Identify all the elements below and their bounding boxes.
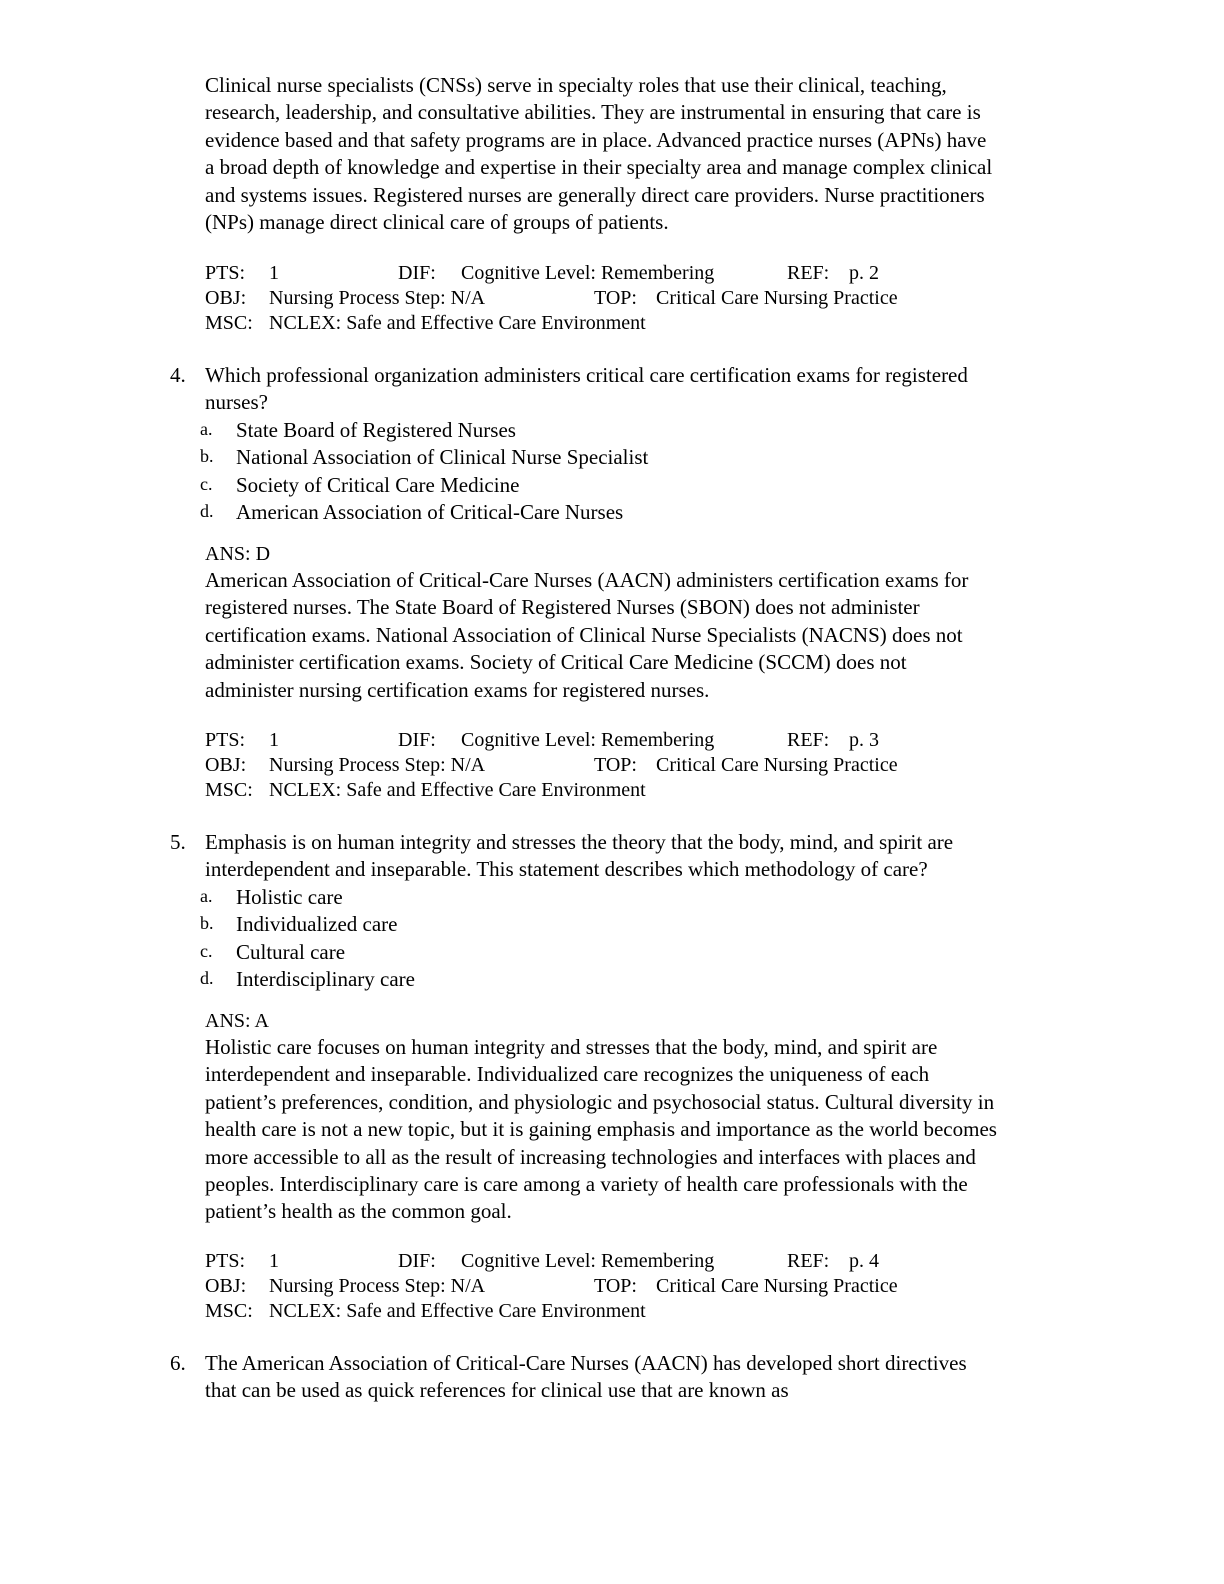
top-value: Critical Care Nursing Practice <box>656 1275 898 1297</box>
choice-letter: a. <box>200 419 213 439</box>
top-label: TOP: <box>594 1275 637 1297</box>
pts-value: 1 <box>269 729 279 751</box>
top-label: TOP: <box>594 754 637 776</box>
choice-text: Society of Critical Care Medicine <box>236 472 520 497</box>
choice-letter: b. <box>200 446 214 467</box>
answer-key: ANS: D <box>205 543 271 565</box>
pts-label: PTS: <box>205 262 246 284</box>
choice-letter: b. <box>200 913 214 934</box>
pts-label: PTS: <box>205 729 246 751</box>
choice-letter: a. <box>200 886 213 906</box>
choice-text: American Association of Critical-Care Nurses <box>236 500 624 525</box>
obj-value: Nursing Process Step: N/A <box>269 287 486 309</box>
choice-text: Holistic care <box>236 885 343 909</box>
question-stem: Which professional organization administers critical care certification exams for registered nurses? <box>205 363 968 415</box>
obj-label: OBJ: <box>205 754 247 776</box>
question-number: 6. <box>170 1351 186 1375</box>
choice-letter: d. <box>200 501 214 522</box>
pts-value: 1 <box>269 1250 279 1272</box>
ref-label: REF: <box>787 1250 830 1272</box>
obj-value: Nursing Process Step: N/A <box>269 1275 486 1297</box>
dif-label: DIF: <box>398 729 436 751</box>
rationale-text: Clinical nurse specialists (CNSs) serve in specialty roles that use their clinical, teaching, research, leadership, and consultative abilities. They are instrumental in ensuring that care is evidence based and that safety programs are in place. Advanced practice nurses (APNs) have a broad depth of knowledge and expertise in their specialty area and manage complex clinical and systems issues. Registered nurses are generally direct care providers. Nurse practitioners (NPs) manage direct clinical care of groups of patients. <box>205 73 993 235</box>
top-value: Critical Care Nursing Practice <box>656 287 898 309</box>
choice-text: National Association of Clinical Nurse Specialist <box>236 445 649 470</box>
dif-value: Cognitive Level: Remembering <box>461 729 715 751</box>
msc-value: NCLEX: Safe and Effective Care Environment <box>269 779 646 801</box>
msc-label: MSC: <box>205 312 253 334</box>
question-stem: Emphasis is on human integrity and stresses the theory that the body, mind, and spirit are interdependent and inseparable. This statement describes which methodology of care? <box>205 830 954 882</box>
ref-value: p. 4 <box>849 1250 879 1272</box>
question-number: 5. <box>170 830 186 854</box>
dif-label: DIF: <box>398 262 436 284</box>
msc-label: MSC: <box>205 779 253 801</box>
ref-value: p. 3 <box>849 729 879 751</box>
dif-label: DIF: <box>398 1250 436 1272</box>
msc-value: NCLEX: Safe and Effective Care Environment <box>269 312 646 334</box>
rationale-text: Holistic care focuses on human integrity and stresses that the body, mind, and spirit are interdependent and inseparable. Individualized care recognizes the uniqueness of each patient’s preferences, condition, and physiologic and psychosocial status. Cultural diversity in health care is not a new topic, but it is gaining emphasis and importance as the world becomes more accessible to all as the result of increasing technologies and interfaces with places and peoples. Interdisciplinary care is care among a variety of health care professionals with the patient’s health as the common goal. <box>205 1035 997 1224</box>
answer-key: ANS: A <box>205 1010 269 1032</box>
choice-letter: d. <box>200 968 214 989</box>
top-label: TOP: <box>594 287 637 309</box>
choice-text: State Board of Registered Nurses <box>236 418 516 442</box>
choice-letter: c. <box>200 473 213 494</box>
choice-text: Interdisciplinary care <box>236 967 415 992</box>
dif-value: Cognitive Level: Remembering <box>461 1250 715 1272</box>
ref-label: REF: <box>787 262 830 284</box>
rationale-text: American Association of Critical-Care Nurses (AACN) administers certification exams for registered nurses. The State Board of Registered Nurses (SBON) does not administer certification exams. National Association of Clinical Nurse Specialists (NACNS) does not administer certification exams. Society of Critical Care Medicine (SCCM) does not administer nursing certification exams for registered nurses. <box>205 568 969 702</box>
obj-label: OBJ: <box>205 287 247 309</box>
question-stem: The American Association of Critical-Care Nurses (AACN) has developed short directives that can be used as quick references for clinical use that are known as <box>205 1351 967 1403</box>
question-number: 4. <box>170 363 186 387</box>
dif-value: Cognitive Level: Remembering <box>461 262 715 284</box>
msc-label: MSC: <box>205 1300 253 1322</box>
choice-text: Individualized care <box>236 912 398 937</box>
obj-label: OBJ: <box>205 1275 247 1297</box>
top-value: Critical Care Nursing Practice <box>656 754 898 776</box>
ref-value: p. 2 <box>849 262 879 284</box>
msc-value: NCLEX: Safe and Effective Care Environment <box>269 1300 646 1322</box>
pts-value: 1 <box>269 262 279 284</box>
pts-label: PTS: <box>205 1250 246 1272</box>
choice-letter: c. <box>200 940 213 961</box>
ref-label: REF: <box>787 729 830 751</box>
obj-value: Nursing Process Step: N/A <box>269 754 486 776</box>
choice-text: Cultural care <box>236 939 346 964</box>
